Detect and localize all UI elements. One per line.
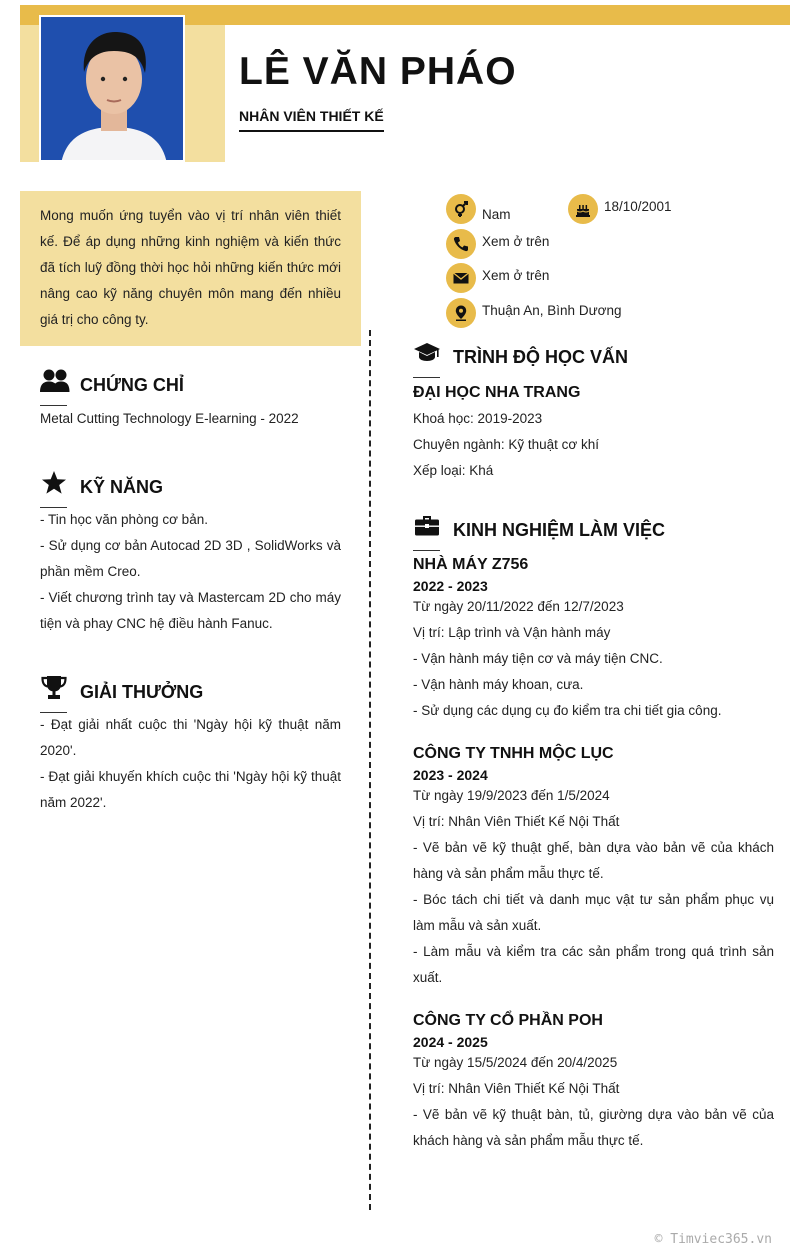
education-heading xyxy=(413,340,628,374)
email-value: Xem ở trên xyxy=(482,267,550,283)
job-line: Từ ngày 15/5/2024 đến 20/4/2025 xyxy=(413,1055,618,1070)
experience-job xyxy=(413,745,774,991)
job-period: 2022 - 2023 xyxy=(413,578,488,594)
education-line: Chuyên ngành: Kỹ thuật cơ khí xyxy=(413,437,599,452)
gender-value: Nam xyxy=(482,206,511,222)
people-icon xyxy=(40,368,70,402)
job-line: - Bóc tách chi tiết và danh mục vật tư sản phẩm phục vụ làm mẫu và sản xuất. xyxy=(413,892,774,933)
objective-box xyxy=(20,191,361,346)
phone-row xyxy=(446,229,549,259)
location-pin-icon xyxy=(446,298,476,328)
job-line: - Sử dụng các dụng cụ đo kiểm tra chi tiết gia công. xyxy=(413,703,722,718)
school-name: ĐẠI HỌC NHA TRANG xyxy=(413,384,581,401)
experience-title: KINH NGHIỆM LÀM VIỆC xyxy=(453,519,666,540)
address-row xyxy=(446,298,621,328)
address-value: Thuận An, Bình Dương xyxy=(482,302,622,318)
star-icon xyxy=(40,470,70,504)
awards-heading xyxy=(40,675,203,709)
skills-list xyxy=(40,507,341,637)
trophy-icon xyxy=(40,675,70,709)
job-line: Vị trí: Lập trình và Vận hành máy xyxy=(413,625,611,640)
experience-job xyxy=(413,556,774,724)
company-name: CÔNG TY CỔ PHẦN POH xyxy=(413,1012,603,1029)
job-line: - Vận hành máy khoan, cưa. xyxy=(413,677,584,692)
skills-title: KỸ NĂNG xyxy=(80,476,164,497)
briefcase-icon xyxy=(413,513,443,547)
certificates-heading xyxy=(40,368,184,402)
job-title: NHÂN VIÊN THIẾT KẾ xyxy=(239,108,384,132)
job-line: - Làm mẫu và kiểm tra các sản phẩm trong quá trình sản xuất. xyxy=(413,944,774,985)
job-period: 2024 - 2025 xyxy=(413,1034,488,1050)
graduation-cap-icon xyxy=(413,340,443,374)
phone-value: Xem ở trên xyxy=(482,233,550,249)
awards-list xyxy=(40,712,341,816)
job-line: Vị trí: Nhân Viên Thiết Kế Nội Thất xyxy=(413,814,620,829)
award-item: - Đạt giải nhất cuộc thi 'Ngày hội kỹ thuật năm 2020'. xyxy=(40,717,341,758)
job-line: - Vẽ bản vẽ kỹ thuật bàn, tủ, giường dựa vào bản vẽ của khách hàng và sản phẩm mẫu thực tế. xyxy=(413,1107,774,1148)
job-line: Từ ngày 19/9/2023 đến 1/5/2024 xyxy=(413,788,610,803)
company-name: CÔNG TY TNHH MỘC LỤC xyxy=(413,745,614,762)
award-item: - Đạt giải khuyến khích cuộc thi 'Ngày hội kỹ thuật năm 2022'. xyxy=(40,769,341,810)
avatar-portrait-icon xyxy=(41,17,185,162)
gender-row xyxy=(446,194,511,224)
education-details xyxy=(413,406,773,484)
candidate-name: LÊ VĂN PHÁO xyxy=(239,50,517,93)
job-line: - Vẽ bản vẽ kỹ thuật ghế, bàn dựa vào bản vẽ của khách hàng và sản phẩm mẫu thực tế. xyxy=(413,840,774,881)
footer-watermark: © Timviec365.vn xyxy=(654,1232,772,1247)
skill-item: - Viết chương trình tay và Mastercam 2D cho máy tiện và phay CNC hệ điều hành Fanuc. xyxy=(40,590,341,631)
column-divider xyxy=(369,330,371,1210)
education-title: TRÌNH ĐỘ HỌC VẤN xyxy=(453,346,628,367)
skill-item: - Tin học văn phòng cơ bản. xyxy=(40,512,208,527)
job-line: - Vận hành máy tiện cơ và máy tiện CNC. xyxy=(413,651,663,666)
skill-item: - Sử dụng cơ bản Autocad 2D 3D , SolidWorks và phần mềm Creo. xyxy=(40,538,341,579)
birthday-value: 18/10/2001 xyxy=(604,198,672,214)
education-line: Xếp loại: Khá xyxy=(413,463,494,478)
company-name: NHÀ MÁY Z756 xyxy=(413,556,529,573)
job-line: Từ ngày 20/11/2022 đến 12/7/2023 xyxy=(413,599,624,614)
profile-photo xyxy=(39,15,185,162)
objective-text: Mong muốn ứng tuyển vào vị trí nhân viên thiết kế. Để áp dụng những kinh nghiệm và kiến thức đã tích luỹ đồng thời học hỏi những kiến thức mới nâng cao kỹ năng chuyên môn mang đến nhiều giá trị cho công ty. xyxy=(40,208,341,327)
awards-title: GIẢI THƯỞNG xyxy=(80,681,204,702)
education-line: Khoá học: 2019-2023 xyxy=(413,411,543,426)
gender-icon xyxy=(446,194,476,224)
job-period: 2023 - 2024 xyxy=(413,767,488,783)
envelope-icon xyxy=(446,263,476,293)
certificates-title: CHỨNG CHỈ xyxy=(80,374,184,395)
skills-heading xyxy=(40,470,163,504)
birthday-cake-icon xyxy=(568,194,598,224)
phone-icon xyxy=(446,229,476,259)
experience-job xyxy=(413,1012,774,1154)
experience-heading xyxy=(413,513,665,547)
birthday-row xyxy=(568,194,672,224)
email-row xyxy=(446,263,549,293)
certificate-item: Metal Cutting Technology E-learning - 2022 xyxy=(40,411,299,426)
job-line: Vị trí: Nhân Viên Thiết Kế Nội Thất xyxy=(413,1081,620,1096)
